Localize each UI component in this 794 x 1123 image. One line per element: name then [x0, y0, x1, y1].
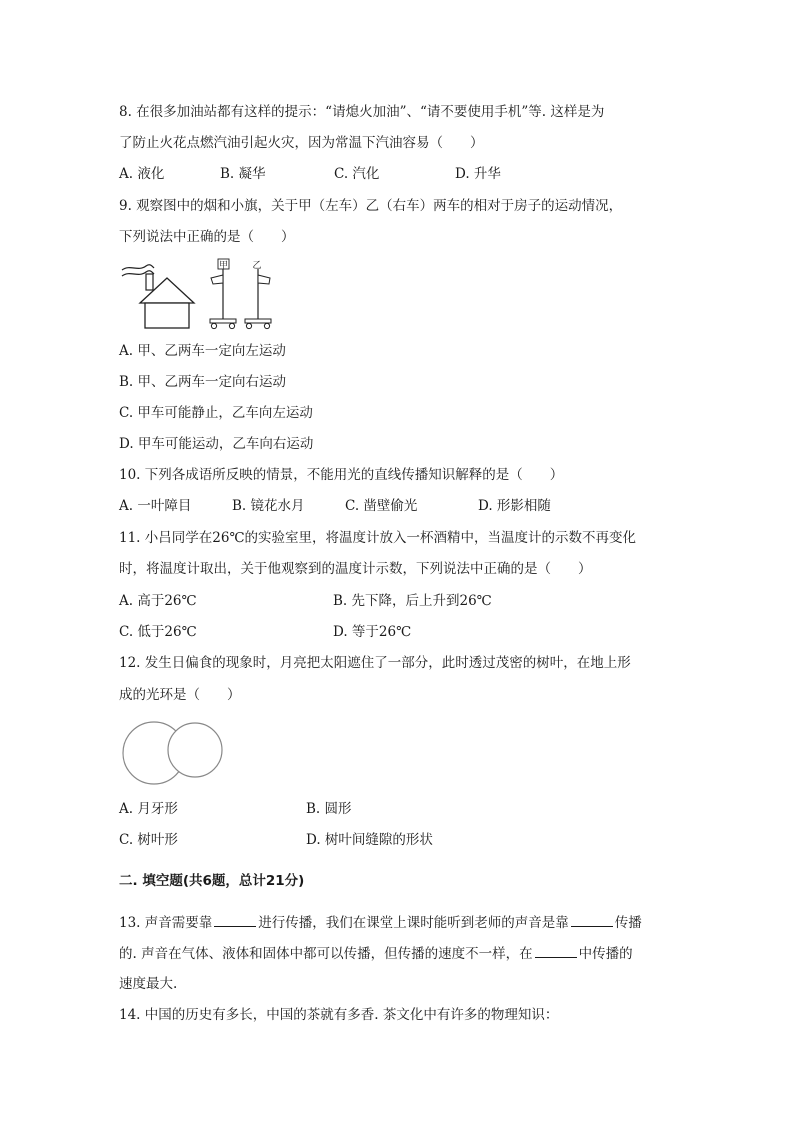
q9-option-b: B. 甲、乙两车一定向右运动 [119, 374, 287, 390]
q11-option-c: C. 低于26℃ [119, 624, 197, 640]
q9-option-c: C. 甲车可能静止，乙车向左运动 [119, 405, 313, 421]
q8-option-b: B. 凝华 [220, 166, 266, 182]
q13-text-b: 进行传播，我们在课堂上课时能听到老师的声音是靠 [258, 915, 569, 931]
car-right-yi [245, 260, 271, 329]
section-title-fill-in: 二. 填空题(共6题，总计21分) [119, 873, 305, 889]
q11-option-a: A. 高于26℃ [119, 593, 197, 609]
q11-option-b: B. 先下降，后上升到26℃ [333, 593, 492, 609]
q11-option-d: D. 等于26℃ [333, 624, 412, 640]
q13-text-e: 中传播的 [578, 946, 633, 962]
q13-line3: 速度最大. [119, 976, 178, 992]
moon-circle [168, 723, 222, 777]
q13-blank-3[interactable] [535, 944, 577, 958]
q8-stem-line2: 了防止火花点燃汽油引起火灾，因为常温下汽油容易（ ） [119, 135, 484, 151]
q10-option-c: C. 凿壁偷光 [345, 498, 418, 514]
q9-stem-line1: 9. 观察图中的烟和小旗，关于甲（左车）乙（右车）两车的相对于房子的运动情况， [119, 198, 623, 214]
q13-text-d: 的. 声音在气体、液体和固体中都可以传播，但传播的速度不一样，在 [119, 946, 533, 962]
q12-stem-line1: 12. 发生日偏食的现象时，月亮把太阳遮住了一部分，此时透过茂密的树叶，在地上形 [119, 655, 631, 671]
q8-option-a: A. 液化 [119, 166, 165, 182]
q9-option-a: A. 甲、乙两车一定向左运动 [119, 343, 286, 359]
car-left-jia [210, 259, 236, 329]
chimney [146, 274, 153, 290]
house-body [145, 303, 189, 328]
q13-line1 [119, 913, 642, 932]
q12-stem-line2: 成的光环是（ ） [119, 687, 241, 703]
q8-stem-line1: 8. 在很多加油站都有这样的提示：“请熄火加油”、“请不要使用手机”等. 这样是为 [119, 104, 605, 120]
q10-option-d: D. 形影相随 [478, 498, 551, 514]
q12-option-c: C. 树叶形 [119, 832, 178, 848]
q9-option-d: D. 甲车可能运动，乙车向右运动 [119, 436, 314, 452]
q8-option-d: D. 升华 [455, 166, 501, 182]
q10-stem: 10. 下列各成语所反映的情景，不能用光的直线传播知识解释的是（ ） [119, 467, 564, 483]
q9-stem-line2: 下列说法中正确的是（ ） [119, 229, 295, 245]
car-right-label: 乙 [252, 261, 262, 271]
q12-figure-overlapping-circles [119, 718, 229, 788]
car-left-base [210, 319, 236, 323]
q9-figure-house-and-cars [118, 258, 288, 333]
q13-text-a: 13. 声音需要靠 [119, 915, 213, 931]
q11-stem-line1: 11. 小吕同学在26℃的实验室里，将温度计放入一杯酒精中，当温度计的示数不再变化 [119, 530, 637, 546]
q8-option-c: C. 汽化 [334, 166, 380, 182]
car-right-base [245, 319, 271, 323]
q13-text-c: 传播 [614, 915, 642, 931]
q10-option-a: A. 一叶障目 [119, 498, 192, 514]
car-left-label: 甲 [218, 261, 229, 271]
q12-option-a: A. 月牙形 [119, 801, 178, 817]
flag-right-icon [258, 275, 270, 284]
q12-option-b: B. 圆形 [306, 801, 352, 817]
q13-blank-1[interactable] [214, 913, 256, 927]
q10-option-b: B. 镜花水月 [232, 498, 305, 514]
q13-line2 [119, 944, 633, 963]
q13-blank-2[interactable] [571, 913, 613, 927]
q14-stem: 14. 中国的历史有多长，中国的茶就有多香. 茶文化中有许多的物理知识： [119, 1007, 559, 1023]
q12-option-d: D. 树叶间缝隙的形状 [306, 832, 433, 848]
q11-stem-line2: 时，将温度计取出，关于他观察到的温度计示数，下列说法中正确的是（ ） [119, 561, 592, 577]
flag-left-icon [211, 275, 223, 284]
